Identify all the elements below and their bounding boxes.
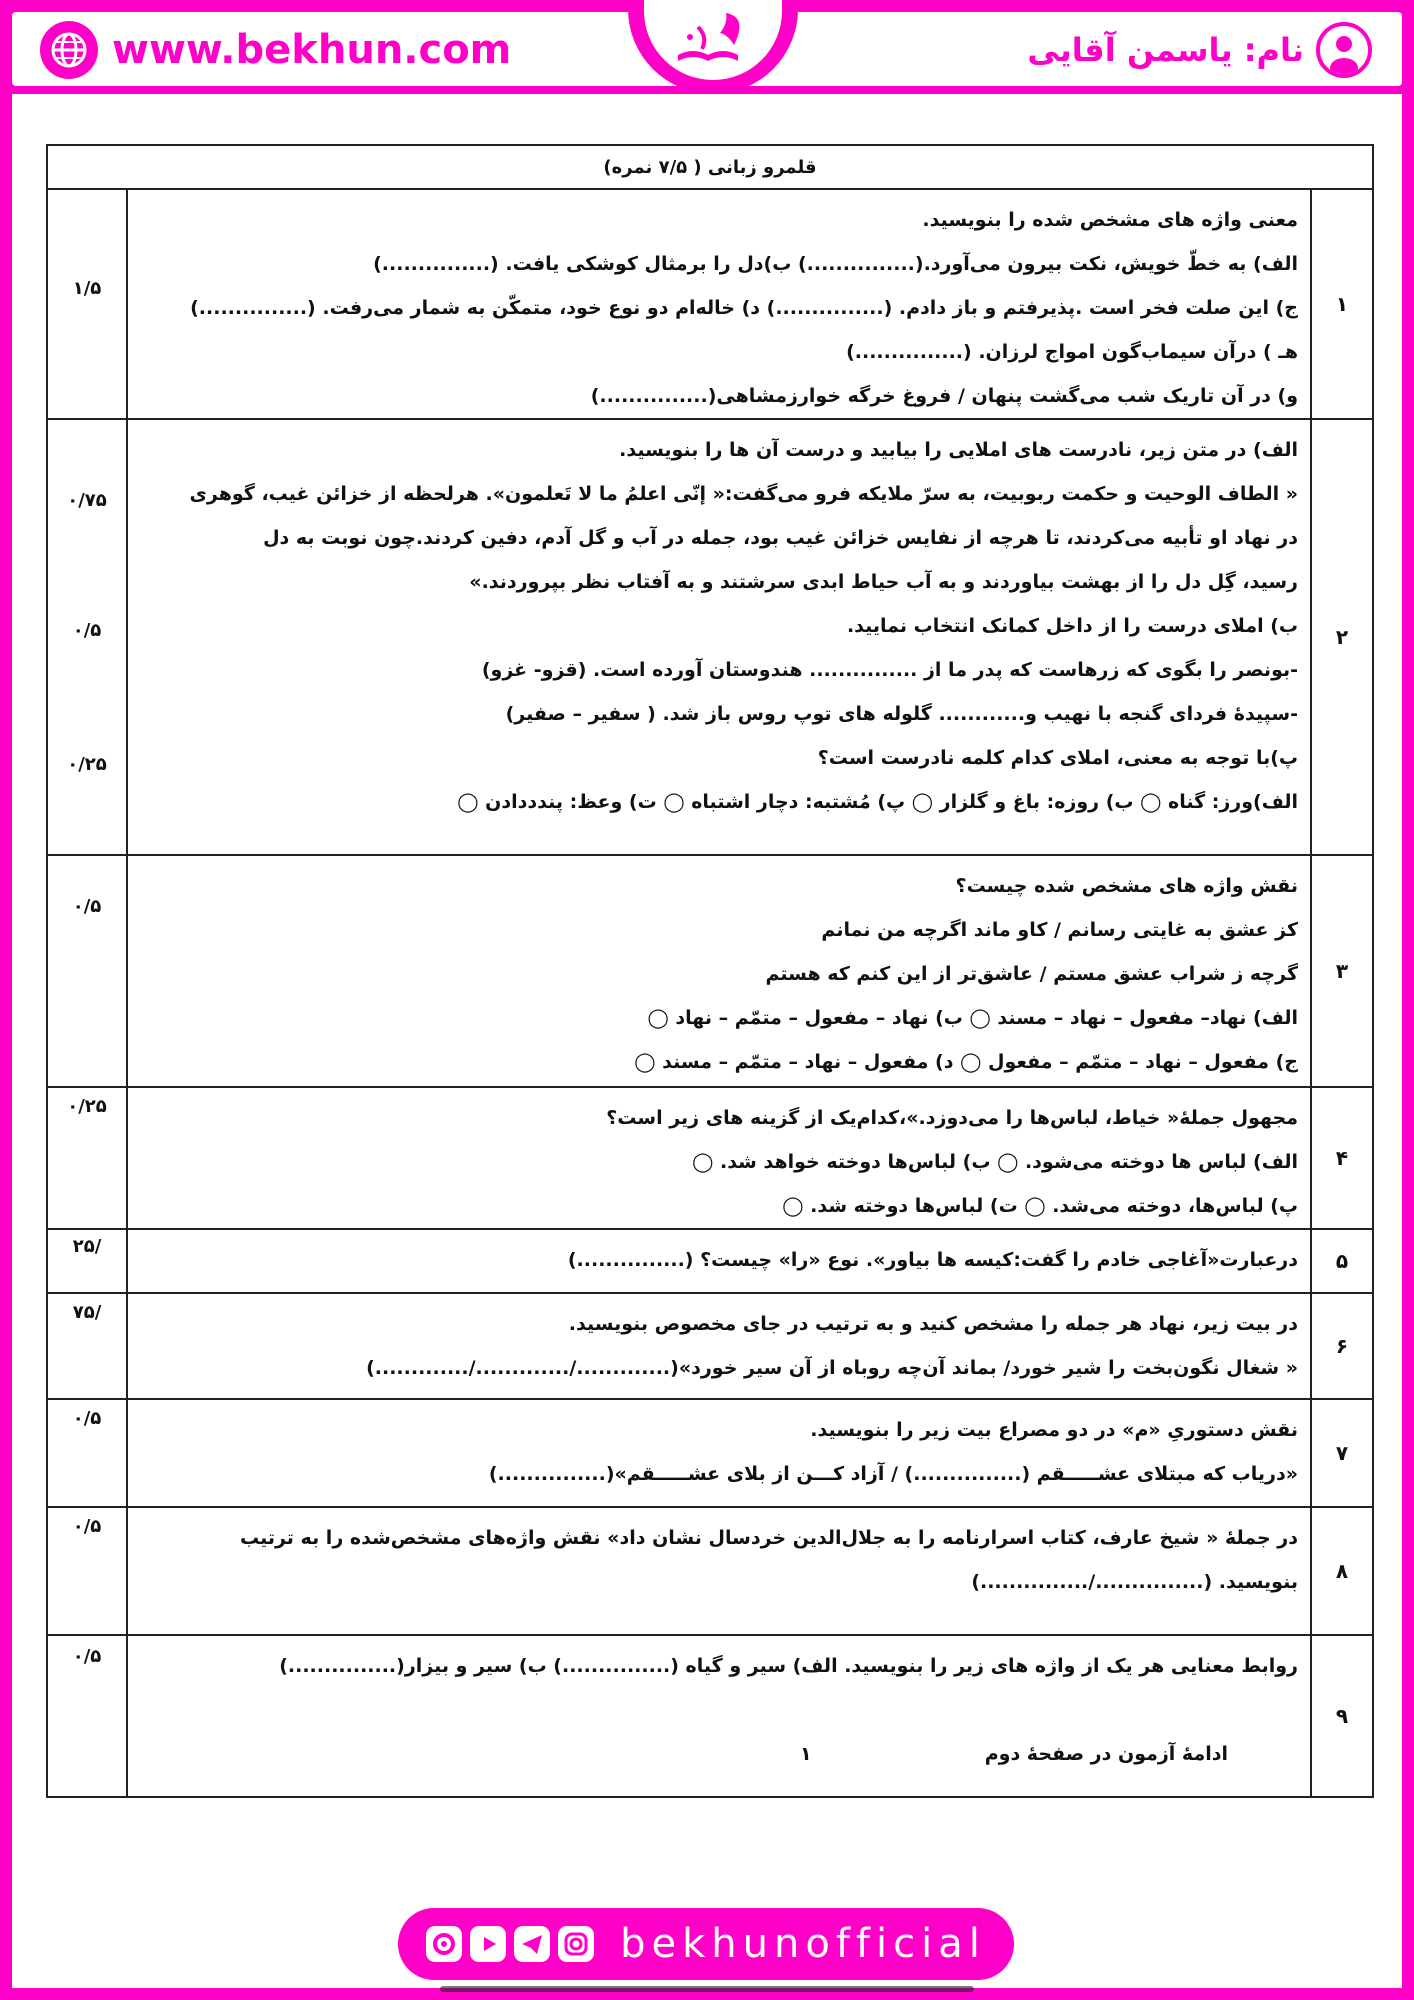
question-body [126,1508,1310,1634]
score-cell [48,1088,126,1228]
question-line: نقش دستوریِ «م» در دو مصراع بیت زیر را بنویسید. [810,1419,1298,1441]
score-cell [48,190,126,418]
question-line: نقش واژه های مشخص شده چیست؟ [955,875,1298,897]
youtube-icon[interactable] [470,1926,506,1962]
question-number: ۱ [1310,190,1372,418]
score-value: ۰/۵ [72,1646,102,1667]
question-number: ۷ [1310,1400,1372,1506]
question-line: رسید، گِل دل را از بهشت بیاوردند و به آب حیاط ابدی سرشتند و به آفتاب نظر بپروردند.» [469,571,1298,593]
question-line: معنی واژه های مشخص شده را بنویسید. [922,209,1298,231]
exam-table [46,144,1374,1798]
question-number: ۳ [1310,856,1372,1086]
score-value: ۰/۵ [72,620,102,641]
site-url: www.bekhun.com [112,27,512,73]
question-body [126,1230,1310,1292]
telegram-icon[interactable] [514,1926,550,1962]
score-value: ۰/۲۵ [67,754,107,775]
question-line: روابط معنایی هر یک از واژه های زیر را بنویسید. الف) سیر و گیاه (...............) ب) سیر و بیزار(...............) [279,1655,1298,1677]
score-cell [48,420,126,854]
score-cell [48,1508,126,1634]
question-line: « الطاف الوحیت و حکمت ربوبیت، به سرّ ملایکه فرو می‌گفت:« إنّی اعلمُ ما لا تَعلمون». هرلحظه از خزائن غیب، گوهری [189,483,1298,505]
answer-options[interactable]: پ) لباس‌ها، دوخته می‌شد. ◯ ت) لباس‌ها دوخته شد. ◯ [782,1195,1298,1217]
question-row-4 [48,1088,1372,1230]
question-number: ۶ [1310,1294,1372,1398]
question-line: هـ ) درآن سیماب‌گون امواج لرزان. (...............) [846,341,1298,363]
score-value: ۰/۲۵ [67,1096,107,1117]
poem-line: «دریاب که مبتلای عشـــــقم (...............) / آزاد کـــن از بلای عشـــــقم»(...............) [488,1463,1298,1485]
question-line: در جملهٔ « شیخ عارف، کتاب اسرارنامه را به جلال‌الدین خردسال نشان داد» نقش واژه‌های مشخص‌شده را به ترتیب [239,1527,1298,1549]
question-body [126,1294,1310,1398]
answer-options[interactable]: ج) مفعول – نهاد – متمّم – مفعول ◯ د) مفعول – نهاد – متمّم – مسند ◯ [634,1051,1298,1073]
user-icon [1316,22,1372,78]
question-line: الف) در متن زیر، نادرست های املایی را بیابید و درست آن ها را بنویسید. [619,439,1298,461]
question-line: و) در آن تاریک شب می‌گشت پنهان / فروغ خرگه خوارزمشاهی(...............) [590,385,1298,407]
book-feather-icon [668,7,758,73]
page-number: ۱ [800,1743,812,1765]
poem-line: گرچه ز شراب عشق مستم / عاشق‌تر از این کنم که هستم [765,963,1298,985]
footer-social-pill[interactable] [398,1908,1014,1980]
score-value: ۰/۵ [72,896,102,917]
poem-line: « شغال نگون‌بخت را شیر خورد/ بماند آن‌چه روباه از آن سیر خورد»(............./............./.............) [366,1357,1298,1379]
question-row-2 [48,420,1372,856]
globe-icon [40,21,98,79]
student-name [1027,26,1372,74]
question-number: ۹ [1310,1636,1372,1796]
question-body [126,1088,1310,1228]
score-value: /۲۵ [72,1236,102,1257]
question-number: ۸ [1310,1508,1372,1634]
footer-shadow [440,1986,974,1992]
question-body [126,1400,1310,1506]
question-line: ج) این صلت فخر است .پذیرفتم و باز دادم. (...............) د) خاله‌ام دو نوع خود، متمکّن به شمار می‌رفت. (...............) [190,297,1298,319]
question-row-6 [48,1294,1372,1400]
question-line: پ)با توجه به معنی، املای کدام کلمه نادرست است؟ [817,747,1298,769]
question-body [126,190,1310,418]
question-line: مجهول جملهٔ« خیاط، لباس‌ها را می‌دوزد.»،کدام‌یک از گزینه های زیر است؟ [606,1107,1298,1129]
spacer [140,1688,1298,1732]
question-number: ۵ [1310,1230,1372,1292]
score-cell [48,1636,126,1796]
exam-section-title: قلمرو زبانی ( ۷/۵ نمره) [48,146,1372,190]
score-value: ۰/۷۵ [67,490,107,511]
score-value: ۰/۵ [72,1408,102,1429]
score-cell [48,1294,126,1398]
question-body [126,420,1310,854]
question-row-3 [48,856,1372,1088]
question-line: ب) املای درست را از داخل کمانک انتخاب نمایید. [846,615,1298,637]
question-line: -سپیدهٔ فردای گنجه با نهیب و............ گلوله های توپ روس باز شد. ( سفیر – صفیر) [505,703,1298,725]
pinwheel-icon[interactable] [426,1926,462,1962]
answer-options[interactable]: الف) نهاد– مفعول – نهاد – مسند ◯ ب) نهاد – مفعول – متمّم – نهاد ◯ [647,1007,1298,1029]
question-line: الف) به خطّ خویش، نکت بیرون می‌آورد.(...............) ب)دل را برمثال کوشکی یافت. (...............) [373,253,1298,275]
question-line: در بیت زیر، نهاد هر جمله را مشخص کنید و به ترتیب در جای مخصوص بنویسید. [568,1313,1298,1335]
question-line: درعبارت«آغاجی خادم را گفت:کیسه ها بیاور». نوع «را» چیست؟ (...............) [567,1249,1298,1271]
score-value: ۰/۵ [72,1516,102,1537]
site-link[interactable] [40,26,511,74]
answer-options[interactable]: الف) لباس ها دوخته می‌شود. ◯ ب) لباس‌ها دوخته خواهد شد. ◯ [692,1151,1298,1173]
question-body [126,856,1310,1086]
score-value: /۷۵ [72,1302,102,1323]
social-icons [426,1926,602,1962]
question-row-9 [48,1636,1372,1796]
score-cell [48,1230,126,1292]
score-cell [48,856,126,1086]
social-handle: bekhunofficial [620,1921,986,1967]
question-row-1 [48,190,1372,420]
question-line: -بونصر را بگوی که زرهاست که پدر ما از ............... هندوستان آورده است. (قزو- غزو) [481,659,1298,681]
question-number: ۴ [1310,1088,1372,1228]
score-value: ۱/۵ [72,278,102,299]
question-number: ۲ [1310,420,1372,854]
question-row-7 [48,1400,1372,1508]
question-line: بنویسید. (.............../...............) [971,1571,1298,1593]
question-row-8 [48,1508,1372,1636]
question-row-5 [48,1230,1372,1294]
bekhun-logo [644,0,782,80]
question-line: در نهاد او تأبیه می‌کردند، تا هرچه از نفایس خزائن غیب بود، جمله در آب و گل آدم، دفین کردند.چون نوبت به دل [263,527,1298,549]
page-info [140,1732,1298,1776]
student-name-label: نام: یاسمن آقایی [1027,31,1304,69]
continue-text: ادامهٔ آزمون در صفحهٔ دوم [984,1743,1228,1765]
answer-options[interactable]: الف)ورز: گناه ◯ ب) روزه: باغ و گلزار ◯ پ) مُشتبه: دچار اشتباه ◯ ت) وعظ: پندددادن ◯ [457,791,1298,813]
poem-line: کز عشق به غایتی رسانم / کاو ماند اگرچه من نمانم [821,919,1298,941]
instagram-icon[interactable] [558,1926,594,1962]
header-bar [0,0,1414,94]
score-cell [48,1400,126,1506]
question-body [126,1636,1310,1796]
